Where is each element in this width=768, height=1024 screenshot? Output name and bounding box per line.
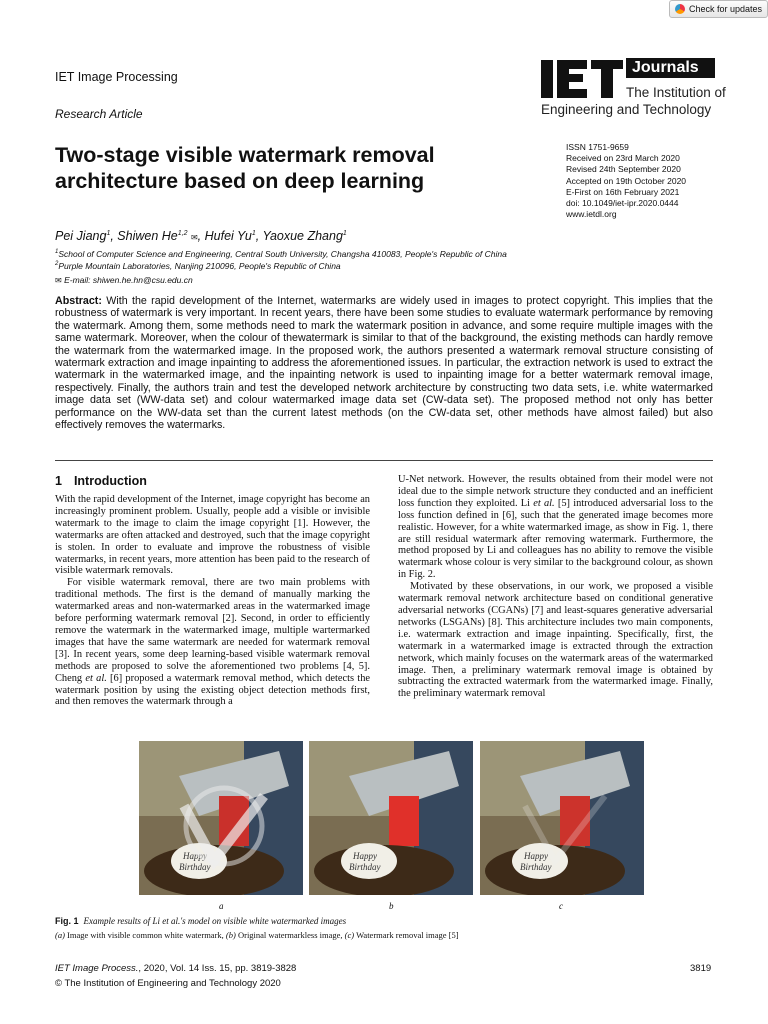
author-name: Yaoxue Zhang: [262, 229, 343, 243]
caption-detail-text: Original watermarkless image,: [237, 930, 343, 940]
caption-detail-label: (b): [225, 930, 236, 940]
paragraph: Motivated by these observations, in our work, we proposed a visible watermark removal network architecture based on conditional generative adversarial networks (CGANs) [7] and least-squares generative adversarial networks (LSGANs) [8]. This architecture includes two main components, i.e. watermark extraction and image inpainting. Specifically, first, the watermark in a watermarked image is extracted through the extraction network, which mainly focuses on the watermark areas of the watermarked image. Then, a preliminary watermark removal image is obtained by subtracting the extracted watermark from the watermarked image. Finally, the preliminary watermark removal: [398, 581, 713, 700]
figure-caption-text: Example results of Li et al.'s model on visible white watermarked images: [83, 916, 347, 926]
citation-journal: IET Image Process.: [55, 963, 139, 974]
paragraph-text: U-Net network. However, the results obtained from their model were not ideal due to the simple network structure they conducted and an inefficient loss function they exploited. Li: [398, 474, 713, 509]
article-meta: [566, 142, 686, 220]
affiliation-sup: 1: [55, 249, 59, 256]
received-date: Received on 23rd March 2020: [566, 153, 680, 164]
author-affil: 1: [106, 229, 111, 237]
cake-text-2: Birthday: [520, 862, 552, 872]
figure-caption-detail: [55, 930, 459, 940]
affiliation-text: School of Computer Science and Engineering, Central South University, Changsha 410083, People's Republic of China: [58, 249, 507, 259]
author-name: Shiwen He: [117, 229, 178, 243]
figure-caption-label: Fig. 1: [55, 916, 79, 926]
author-list: Pei Jiang$^1$, Shiwen He$^{1,2}$ ✉, Hufei Yu$^1$, Yaoxue Zhang$^1$: [55, 229, 347, 243]
iet-logo-mark: [541, 58, 623, 100]
author-name: Hufei Yu: [204, 229, 252, 243]
author-name: Pei Jiang: [55, 229, 107, 243]
paragraph: [55, 577, 370, 708]
paragraph-text: [6] proposed a watermark removal method, which detects the watermark position by using the existing object detection methods first, and then removes the watermark through a: [55, 672, 370, 708]
caption-detail-text: Image with visible common white watermark,: [67, 930, 224, 940]
figure-image-b: [309, 741, 473, 895]
right-column: [398, 474, 713, 700]
cake-text-2: Birthday: [179, 862, 211, 872]
subfigure-label-b: b: [389, 901, 394, 911]
envelope-icon[interactable]: ✉: [190, 233, 198, 242]
photo-b: [309, 741, 473, 895]
paragraph: With the rapid development of the Internet, image copyright has become an increasingly prominent problem. Usually, people add a visible or invisible watermark to the image to claim the image copyright [1]. However, the watermarks are often attacked and destroyed, such that the image copyright is stolen. In order to evaluate and improve the robustness of visible watermarks, in recent years, more attention has been paid to the research of visible watermark removals.: [55, 494, 370, 577]
cake-text-2: Birthday: [349, 862, 381, 872]
check-for-updates-button[interactable]: [669, 0, 768, 18]
abstract-label: Abstract:: [55, 295, 102, 307]
email-text[interactable]: E-mail: shiwen.he.hn@csu.edu.cn: [64, 275, 193, 285]
paper-type: Research Article: [55, 107, 143, 121]
et-al: et al.: [85, 672, 107, 684]
paragraph-text: [5] introduced adversarial loss to the loss function defined in [6], such that the generated image becomes more realistic. However, for a white watermarked image, as show in Fig. 1, there are still residual watermark after removing watermark. Furthermore, the method proposed by Li and colleagues has no ability to remove the visible watermark whose colour is very similar to the background colour, as shown in Fig. 2.: [398, 497, 714, 581]
iet-logo: [541, 58, 623, 100]
email: [55, 275, 193, 285]
affiliation-sup: 2: [55, 261, 59, 268]
caption-detail-label: (c): [344, 930, 355, 940]
paper-title: Two-stage visible watermark removal architecture based on deep learning: [55, 143, 435, 193]
et-al: et al.: [533, 497, 555, 509]
page-number: 3819: [690, 963, 712, 974]
accepted-date: Accepted on 19th October 2020: [566, 175, 687, 186]
cake-text-1: Happy: [524, 851, 548, 861]
check-for-updates-label: Check for updates: [689, 4, 763, 14]
author-affil: 1,2: [177, 229, 188, 237]
photo-a: [139, 741, 303, 895]
left-column: [55, 494, 370, 708]
affiliation-2: [55, 261, 341, 271]
citation-rest: , 2020, Vol. 14 Iss. 15, pp. 3819-3828: [138, 963, 297, 974]
abstract-divider: [55, 460, 713, 461]
section-title: Introduction: [73, 474, 147, 488]
subfigure-label-c: c: [559, 901, 563, 911]
caption-detail-label: (a): [55, 930, 65, 940]
figure-image-a: [139, 741, 303, 895]
revised-date: Revised 24th September 2020: [566, 164, 681, 175]
photo-c: [480, 741, 644, 895]
footer-citation: [55, 963, 296, 974]
doi[interactable]: doi: 10.1049/iet-ipr.2020.0444: [566, 198, 679, 209]
envelope-icon: ✉: [55, 276, 62, 285]
affiliation-text: Purple Mountain Laboratories, Nanjing 210096, People's Republic of China: [58, 261, 341, 271]
author-affil: 1: [251, 229, 256, 237]
author-affil: 1: [342, 229, 347, 237]
efirst-date: E-First on 16th February 2021: [566, 186, 680, 197]
paragraph-text: For visible watermark removal, there are two main problems with traditional methods. The first is the demand of manually marking the watermarked areas and non-watermarked areas in the watermarked image before performing watermark removal [2]. Second, in order to efficiently remove the watermark in the watermarked image, multiple wartermarked images that have the same watermark are needed for watermark removal [3]. In recent years, some deep learning-based visible watermark removal methods are proposed to solve the aforementioned two problems [4, 5]. Cheng: [55, 577, 370, 684]
cake-text-1: Happy: [353, 851, 377, 861]
institution-line-1: The Institution of: [626, 85, 726, 100]
figure-caption: [55, 916, 346, 926]
affiliation-1: [55, 249, 507, 259]
section-heading: [55, 474, 147, 488]
issn: ISSN 1751-9659: [566, 142, 629, 152]
caption-detail-text: Watermark removal image [5]: [356, 930, 459, 940]
abstract-text: With the rapid development of the Internet, watermarks are widely used in images to protect copyright. This implies that the robustness of watermark is very important. In recent years, there have been some studies to evaluate watermark performance by removing the watermark. Among them, some methods need to mark the watermark position in advance, and some require multiple images with the same watermark. Moreover, when the colour of thewatermark is similar to that of the background, the existing methods can hardly remove the watermark from the watermarked image. In the proposed work, the authors presented a watermark removal structure consisting of watermark extraction and image inpainting to address the aforementioned issues. In particular, the extraction network is used to extract the watermark in the watermarked image, and the inpainting network is used to inpainting image for a better watermark removal image, respectively. Finally, the authors train and test the developed network architecture by constructing two data sets, i.e. white watermarked image data set (WW-data set) and colour watermarked image data set (CW-data set). The proposed method not only has better performance on the WW-data set than the current latest methods (on the CW-data set, other methods have almost failed) but also effectively removes the watermarks.: [55, 295, 713, 432]
journal-name: IET Image Processing: [55, 70, 178, 84]
cake-text-1: Happy: [183, 851, 207, 861]
subfigure-label-a: a: [219, 901, 224, 911]
abstract: [55, 295, 713, 431]
section-number: 1: [55, 474, 62, 488]
figure-image-c: [480, 741, 644, 895]
paragraph: [398, 474, 713, 581]
crossmark-icon: [675, 4, 685, 14]
journals-label: Journals: [626, 58, 715, 78]
website-link[interactable]: www.ietdl.org: [566, 209, 617, 220]
institution-line-2: Engineering and Technology: [541, 102, 712, 117]
footer-copyright: © The Institution of Engineering and Technology 2020: [55, 978, 281, 989]
